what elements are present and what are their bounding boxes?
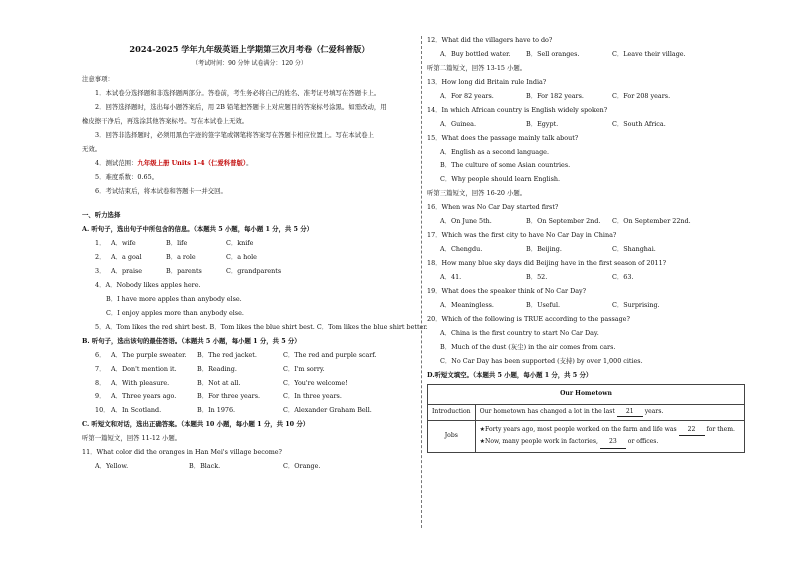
- test-range: 九年级上册 Units 1-4（仁爱科普版）: [137, 158, 247, 167]
- question-4-c: C．I enjoy apples more than anybody else.: [106, 308, 244, 317]
- table-title: Our Hometown: [428, 385, 745, 404]
- jobs-line-1: ★Forty years ago, most people worked on the farm and life was 22 for them.: [480, 424, 740, 437]
- jobs-cell: [475, 420, 744, 452]
- right-column: [427, 36, 745, 453]
- question-10: 10． A．In Scotland. B．In 1976. C．Alexander Graham Bell.: [95, 406, 372, 415]
- blank-23[interactable]: 23: [600, 436, 626, 449]
- question-14-stem: 14．In which African country is English widely spoken?: [427, 105, 608, 114]
- question-8: 8． A．With pleasure. B．Not at all. C．You're welcome!: [95, 378, 348, 387]
- question-4-b: B．I have more apples than anybody else.: [106, 294, 242, 303]
- table-row: [428, 420, 745, 452]
- column-divider: [421, 36, 422, 528]
- part-a-heading: A. 听句子，选出句子中所包含的信息。（本题共 5 小题，每小题 1 分，共 5 分）: [82, 225, 314, 234]
- question-11-options: A．Yellow. B．Black. C．Orange.: [95, 462, 321, 471]
- note-2a: 2．回答选择题时，选出每小题答案后，用 2B 铅笔把答题卡上对应题目的答案标号涂黑。如需改动，用: [95, 103, 387, 112]
- question-12-options: A．Buy bottled water. B．Sell oranges. C．Leave their village.: [440, 49, 686, 58]
- blank-21[interactable]: 21: [617, 408, 643, 417]
- question-2: 2． A．a goal B．a role C．a hole: [95, 253, 257, 262]
- question-3: 3． A．praise B．parents C．grandparents: [95, 267, 282, 276]
- part-d-heading: D.听短文填空。（本题共 5 小题，每小题 1 分，共 5 分）: [427, 370, 593, 379]
- table-row: [428, 385, 745, 404]
- question-20-a: A．China is the first country to start No Car Day.: [440, 328, 599, 337]
- note-4-prefix: 4．测试范围：: [95, 158, 138, 167]
- question-15-a: A．English as a second language.: [440, 147, 549, 156]
- passage-2-intro: 听第二篇短文，回答 13-15 小题。: [427, 63, 527, 72]
- note-4-suffix: 。: [246, 158, 253, 167]
- row-label-introduction: Introduction: [428, 404, 476, 420]
- notes-heading: 注意事项：: [82, 75, 114, 84]
- left-column: [82, 36, 428, 476]
- note-4: [82, 159, 417, 168]
- introduction-cell: Our hometown has changed a lot in the last 21 years.: [475, 404, 744, 420]
- part-b-heading: B. 听句子，选出该句的最佳答语。（本题共 5 小题，每小题 1 分，共 5 分）: [82, 336, 301, 345]
- exam-subtitle: （考试时间：90 分钟 试卷满分：120 分）: [192, 60, 307, 68]
- blank-22[interactable]: 22: [679, 424, 705, 437]
- note-5: 5．难度系数：0.65。: [95, 172, 159, 181]
- question-15-c: C．Why people should learn English.: [440, 175, 561, 184]
- question-18-options: A．41. B．52. C．63.: [440, 272, 634, 281]
- question-11-stem: 11．What color did the oranges in Han Mei's village become?: [82, 448, 282, 457]
- table-row: [428, 404, 745, 420]
- question-7: 7． A．Don't mention it. B．Reading. C．I'm sorry.: [95, 364, 325, 373]
- question-20-c: C．No Car Day has been supported (支持) by over 1,000 cities.: [440, 356, 643, 365]
- note-3a: 3．回答非选择题时，必须用黑色字迹的签字笔或钢笔将答案写在答题卡相应位置上。写在本试卷上: [95, 130, 374, 139]
- question-20-b: B．Much of the dust (灰尘) in the air comes from cars.: [440, 342, 616, 351]
- hometown-table: [427, 384, 745, 453]
- jobs-line-2: ★Now, many people work in factories, 23 or offices.: [480, 436, 740, 449]
- question-1: 1． A．wife B．life C．knife: [95, 239, 254, 248]
- question-13-options: A．For 82 years. B．For 182 years. C．For 208 years.: [440, 91, 671, 100]
- note-3b: 无效。: [82, 144, 102, 153]
- question-14-options: A．Guinea. B．Egypt. C．South Africa.: [440, 119, 666, 128]
- question-15-stem: 15．What does the passage mainly talk about?: [427, 133, 579, 142]
- question-18-stem: 18．How many blue sky days did Beijing have in the first season of 2011?: [427, 259, 667, 267]
- note-1: 1．本试卷分选择题和非选择题两部分。答卷前，考生务必将自己的姓名、准考证号填写在答题卡上。: [95, 89, 381, 98]
- question-19-options: A．Meaningless. B．Useful. C．Surprising.: [440, 300, 660, 309]
- question-4-a: 4．A．Nobody likes apples here.: [95, 280, 201, 289]
- question-13-stem: 13．How long did Britain rule India?: [427, 77, 547, 86]
- question-16-stem: 16．When was No Car Day started first?: [427, 203, 559, 212]
- note-6: 6．考试结束后，将本试卷和答题卡一并交回。: [95, 186, 227, 195]
- passage-3-intro: 听第三篇短文，回答 16-20 小题。: [427, 189, 527, 198]
- question-12-stem: 12．What did the villagers have to do?: [427, 36, 553, 44]
- passage-1-intro: 听第一篇短文，回答 11-12 小题。: [82, 434, 182, 443]
- question-15-b: B．The culture of some Asian countries.: [440, 161, 571, 170]
- note-2b: 橡皮擦干净后，再选涂其他答案标号。写在本试卷上无效。: [82, 116, 249, 125]
- question-16-options: A．On June 5th. B．On September 2nd. C．On September 22nd.: [440, 217, 691, 226]
- section-heading-listening: 一、听力选择: [82, 211, 121, 220]
- question-20-stem: 20．Which of the following is TRUE according to the passage?: [427, 314, 630, 323]
- part-c-heading: C. 听短文和对话，选出正确答案。（本题共 10 小题，每小题 1 分，共 10 分）: [82, 420, 310, 429]
- question-5: 5．A．Tom likes the red shirt best. B．Tom likes the blue shirt best. C．Tom likes the blue shirt better.: [95, 322, 428, 331]
- question-19-stem: 19．What does the speaker think of No Car Day?: [427, 286, 587, 295]
- question-17-stem: 17．Which was the first city to have No Car Day in China?: [427, 231, 617, 240]
- question-17-options: A．Chengdu. B．Beijing. C．Shanghai.: [440, 245, 656, 254]
- exam-title: 2024-2025 学年九年级英语上学期第三次月考卷（仁爱科普版）: [129, 44, 370, 54]
- question-6: 6． A．The purple sweater. B．The red jacket. C．The red and purple scarf.: [95, 350, 377, 359]
- question-9: 9． A．Three years ago. B．For three years. C．In three years.: [95, 392, 342, 401]
- row-label-jobs: Jobs: [428, 420, 476, 452]
